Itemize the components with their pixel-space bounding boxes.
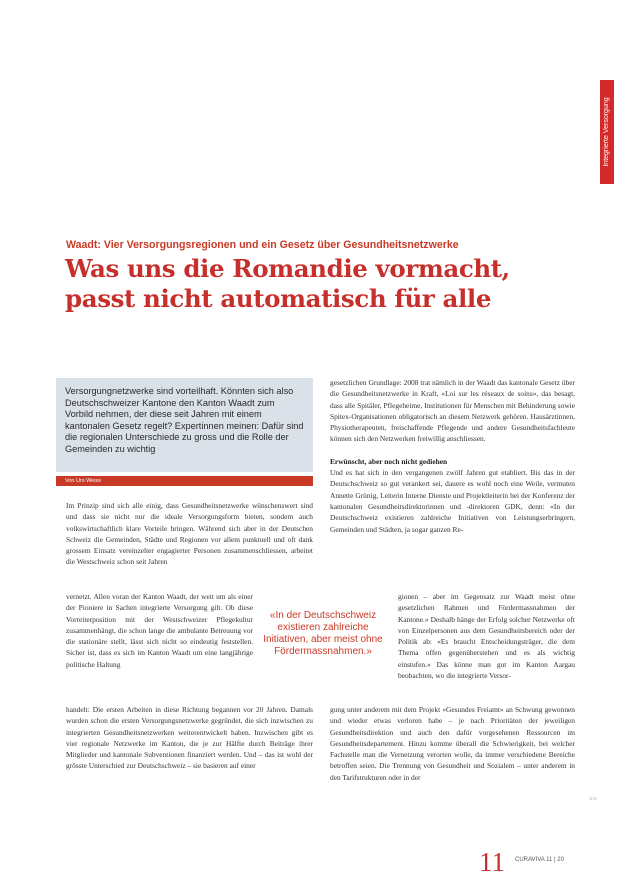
- paragraph: handelt: Die ersten Arbeiten in diese Richtung begannen vor 20 Jahren. Damals wurden schon die ersten Versorgungsnetzwerke gegründet, die sich inzwischen zu integrierten Gesundheitsnetzwerken weiterentwickelt haben. Inzwischen gibt es vier regionale Netzwerke im Kanton, die je zur Hälfte durch Beiträge ihrer Mitglieder und kantonale Subventionen finanziert werden. Und – das ist wohl der grösste Unterschied zur Deutschschweiz – sie basieren auf einer: [66, 705, 313, 771]
- continue-marker: >>: [589, 795, 597, 803]
- paragraph: gionen – aber im Gegensatz zur Waadt meist ohne gesetzlichen Rahmen und Fördermassnahmen der Kantone.» Deshalb hänge der Erfolg solcher Netzwerke oft von Einzelpersonen aus dem Gesundheitsbereich oder der Politik ab: «Es braucht Entscheidungsträger, die dem Thema offen gegenüberstehen und es als wichtig einstufen.» Das könne man gut im Kanton Aargau beobachten, wo die integrierte Versor-: [398, 592, 575, 681]
- column-left-middle: [66, 591, 253, 670]
- column-right-middle: [398, 591, 575, 681]
- column-right-top: [330, 377, 575, 535]
- kicker: Waadt: Vier Versorgungsregionen und ein Gesetz über Gesundheitsnetzwerke: [66, 239, 459, 251]
- magazine-footer: CURAVIVA 11 | 20: [515, 857, 564, 863]
- pull-quote: «In der Deutschschweiz existieren zahlreiche Initiativen, aber meist ohne Fördermassnahmen.»: [263, 610, 383, 657]
- section-tab: [600, 80, 614, 184]
- paragraph: Im Prinzip sind sich alle einig, dass Gesundheitsnetzwerke wünschenswert sind und dass sie nicht nur die ideale Versorgungsform bieten, sondern auch volkswirtschaftlich klare Vorteile bringen. Während sich aber in der Deutschen Schweiz die Gemeinden, Städte und Regionen vor allem punktuell und oft dank grossem Einsatz vereinzelter engagierter Personen zusammenschliessen, arbeitet die Westschweiz schon seit Jahren: [66, 501, 313, 567]
- lead-box: Versorgungnetzwerke sind vorteilhaft. Könnten sich also Deutschschweizer Kantone den Kanton Waadt zum Vorbild nehmen, der diese seit Jahren mit einem kantonalen Gesetz regelt? Expertinnen meinen: Dafür sind die regionalen Unterschiede zu gross und die Rolle der Gemeinden zu wichtig: [56, 378, 313, 472]
- section-tab-label: Integrierte Versorgung: [603, 97, 610, 167]
- column-left-top: [66, 500, 313, 568]
- column-left-bottom: [66, 704, 313, 772]
- paragraph: Und es hat sich in den vergangenen zwölf Jahren gut etabliert. Bis das in der Deutschschweiz so gut verankert sei, dauere es wohl noch eine Weile, vermuten Annette Grünig, Leiterin Interne Dienste und Projektleiterin bei der Konferenz der kantonalen Gesundheitsdirektorinnen und -direktoren GDK, denn: «In der Deutschschweiz existieren zahlreiche Initiativen von Leistungserbringern, Gemeinden und Städten, ja sogar ganzen Re-: [330, 468, 575, 534]
- headline: Was uns die Romandie vormacht, passt nicht automatisch für alle: [65, 254, 510, 313]
- paragraph: gung unter anderem mit dem Projekt «Gesundes Freiamt» an Schwung gewonnen und wieder etwas verloren habe – je nach Prioritäten der jeweiligen Gesundheitsdirektion und auch den dafür vorgesehenen Ressourcen im Gesundheitsdepartement. Hinzu komme überall die Schwierigkeit, bei welcher Fachstelle man die Vernetzung verorten wolle, da immer verschiedene Bereiche betroffen seien. Die Trennung von Gesundheit und Sozialem – unter anderem in den Tarifstrukturen oder in der: [330, 705, 575, 782]
- subheading: Erwünscht, aber noch nicht gediehen: [330, 456, 448, 466]
- column-right-bottom: [330, 704, 575, 783]
- byline: Von Urs Weiss: [56, 476, 313, 486]
- paragraph: gesetzlichen Grundlage: 2008 trat nämlich in der Waadt das kantonale Gesetz über die Gesundheitsnetzwerke in Kraft, «Loi sur les réseaux de soins», das besagt, dass alle Spitäler, Pflegeheime, Institutionen für Menschen mit Behinderung sowie Spitex-Organisationen obligatorisch an diesem Netzwerk gehören. Hausärztinnen, Physiotherapeuten, freischaffende Pflegende und andere Gesundheitsfachleute können sich den Netzwerken freiwillig anschliessen.: [330, 378, 575, 444]
- paragraph: vernetzt. Allen voran der Kanton Waadt, der weit um als einer der Pioniere in Sachen integrierte Versorgung gilt. Ob diese Vorreiterposition mit der Westschweizer Pflegekultur zusammenhängt, die schon lange die ambulante Betreuung vor die stationäre stellt, lässt sich nicht so eindeutig feststellen. Sicher ist, dass es sich im Kanton Waadt um eine langjährige politische Haltung: [66, 592, 253, 669]
- page-number: 11: [479, 847, 505, 877]
